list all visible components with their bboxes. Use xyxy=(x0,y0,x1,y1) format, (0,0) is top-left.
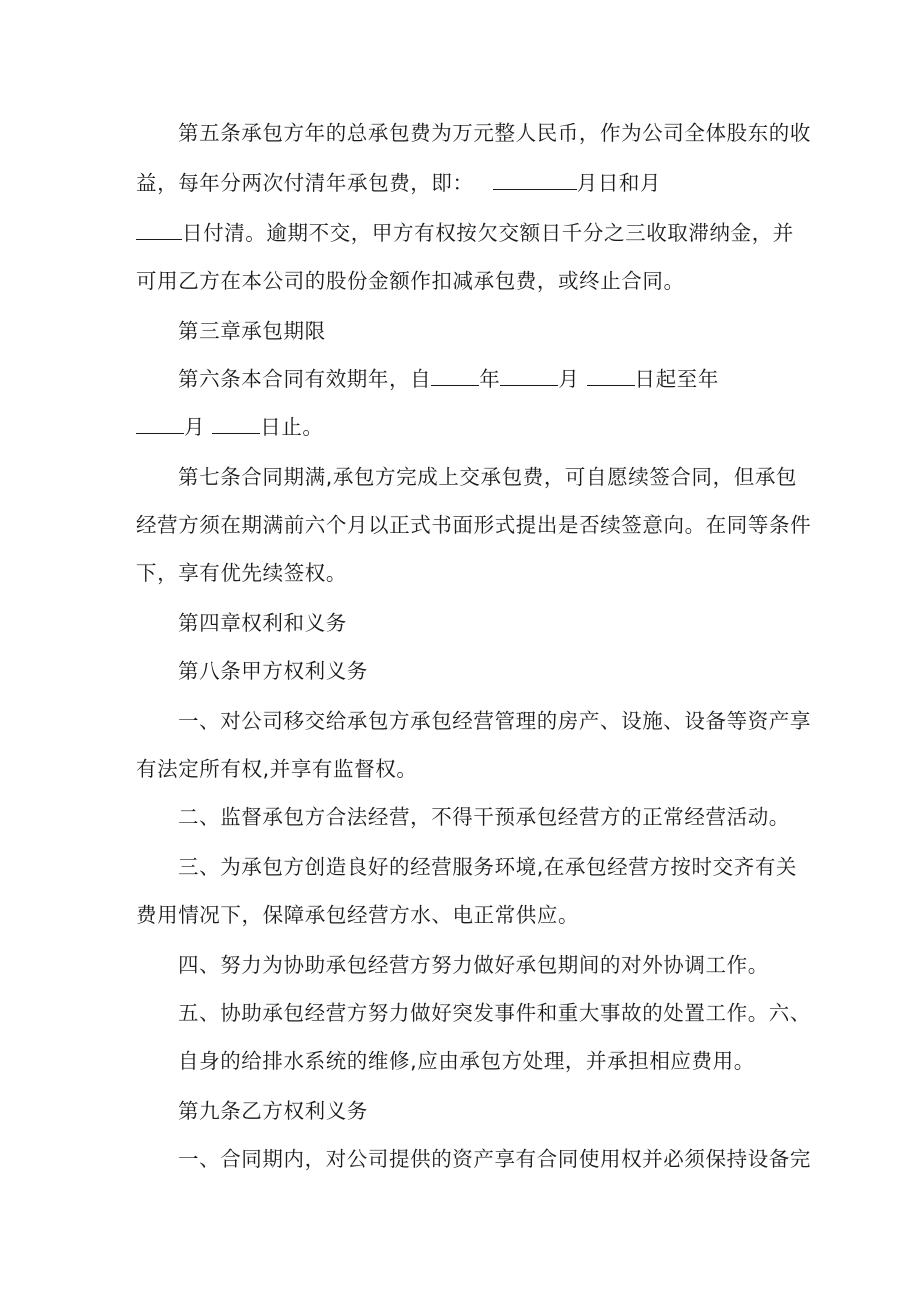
clause-9-item-1-line-1 xyxy=(178,1145,811,1173)
clause-7-line-1 xyxy=(178,463,797,491)
fill-blank xyxy=(587,365,635,386)
text: 五、协助承包经营方努力做好突发事件和重大事故的处置工作。六、 xyxy=(178,1001,811,1025)
clause-8-item-3-line-2 xyxy=(136,901,579,929)
text: 三、为承包方创造良好的经营服务环境,在承包经营方按时交齐有关 xyxy=(178,855,798,879)
clause-8-item-5-line-2 xyxy=(178,1047,755,1075)
text: 日止。 xyxy=(260,415,324,439)
text: 四、努力为协助承包经营方努力做好承包期间的对外协调工作。 xyxy=(178,953,769,977)
clause-8-item-2 xyxy=(178,803,790,831)
clause-8-heading xyxy=(178,657,368,685)
clause-9-heading xyxy=(178,1097,368,1125)
chapter-3-heading xyxy=(178,317,326,345)
clause-6-line-1 xyxy=(178,365,719,393)
clause-5-line-2 xyxy=(136,169,661,197)
clause-8-item-5-line-1 xyxy=(178,999,811,1027)
text: 日付清。逾期不交，甲方有权按欠交额日千分之三收取滞纳金，并 xyxy=(182,221,794,245)
text: 第五条承包方年的总承包费为万元整人民币，作为公司全体股东的收 xyxy=(178,121,811,145)
text: 益，每年分两次付清年承包费，即： xyxy=(136,171,474,195)
text: 第四章权利和义务 xyxy=(178,611,347,635)
chapter-4-heading xyxy=(178,609,347,637)
fill-blank xyxy=(136,413,184,434)
fill-blank xyxy=(136,219,182,240)
clause-5-line-4 xyxy=(136,267,685,295)
text: 月 xyxy=(184,415,206,439)
text: 一、合同期内，对公司提供的资产享有合同使用权并必须保持设备完 xyxy=(178,1147,811,1171)
text: 月 xyxy=(558,367,580,391)
clause-6-line-2 xyxy=(136,413,324,441)
text: 日起至年 xyxy=(634,367,719,391)
text: 经营方须在期满前六个月以正式书面形式提出是否续签意向。在同等条件 xyxy=(136,513,812,537)
clause-8-item-1-line-2 xyxy=(136,755,417,783)
text: 第六条本合同有效期年，自 xyxy=(178,367,432,391)
clause-5-line-3 xyxy=(136,219,794,247)
text: 有法定所有权,并享有监督权。 xyxy=(136,757,418,781)
text: 费用情况下，保障承包经营方水、电正常供应。 xyxy=(136,903,580,927)
fill-blank xyxy=(500,365,558,386)
text: 第八条甲方权利义务 xyxy=(178,659,368,683)
clause-5-line-1 xyxy=(178,119,811,147)
text: 第三章承包期限 xyxy=(178,319,326,343)
clause-8-item-1-line-1 xyxy=(178,707,811,735)
text: 下，享有优先续签权。 xyxy=(136,561,347,585)
text: 二、监督承包方合法经营，不得干预承包经营方的正常经营活动。 xyxy=(178,805,790,829)
text: 可用乙方在本公司的股份金额作扣减承包费，或终止合同。 xyxy=(136,269,685,293)
text: 年 xyxy=(479,367,501,391)
clause-8-item-4 xyxy=(178,951,769,979)
clause-7-line-3 xyxy=(136,559,347,587)
text: 一、对公司移交给承包方承包经营管理的房产、设施、设备等资产享 xyxy=(178,709,811,733)
text: 第七条合同期满,承包方完成上交承包费，可自愿续签合同，但承包 xyxy=(178,465,798,489)
fill-blank xyxy=(431,365,479,386)
text: 第九条乙方权利义务 xyxy=(178,1099,368,1123)
clause-7-line-2 xyxy=(136,511,811,539)
fill-blank xyxy=(212,413,260,434)
text: 自身的给排水系统的维修,应由承包方处理，并承担相应费用。 xyxy=(178,1049,755,1073)
fill-blank xyxy=(493,169,577,190)
clause-8-item-3-line-1 xyxy=(178,853,797,881)
text: 月日和月 xyxy=(576,171,662,195)
